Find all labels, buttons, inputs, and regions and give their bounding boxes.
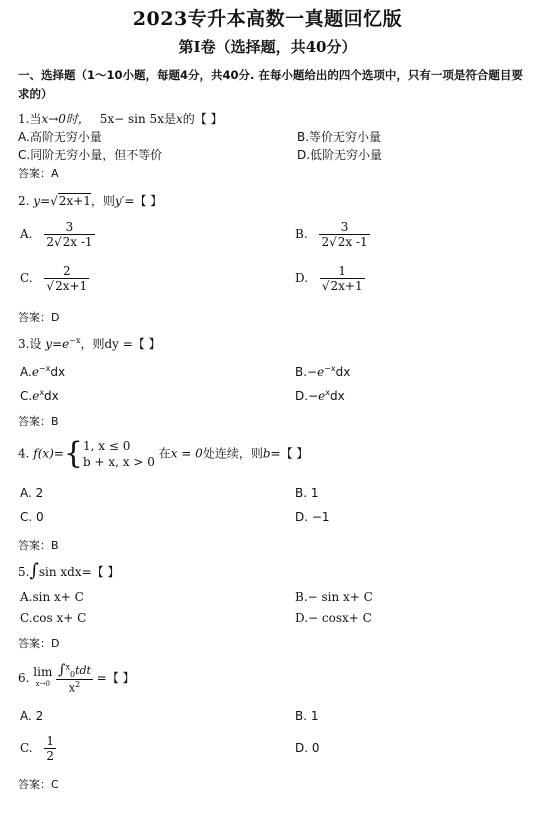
q3-then: ，则dy =【 】 bbox=[80, 337, 161, 351]
q6-denominator bbox=[56, 679, 93, 695]
q3-b-label: B. bbox=[295, 365, 308, 379]
q2-d-radicand: 2x+1 bbox=[330, 279, 363, 293]
q2-equals: = bbox=[40, 194, 51, 208]
q4-at: 在 bbox=[158, 446, 171, 461]
q2-c-label: C. bbox=[20, 271, 33, 285]
q1-option-b: B.等价无穷小量 bbox=[297, 130, 382, 144]
q3-exponent: −x bbox=[69, 336, 81, 345]
q4-b: b bbox=[262, 446, 271, 461]
q4-option-c: C. 0 bbox=[20, 510, 44, 524]
question-6-stem bbox=[18, 662, 135, 695]
q1-prefix: 1.当 bbox=[18, 112, 42, 126]
q2-c-denominator: √2x+1 bbox=[46, 279, 88, 293]
q3-c-exp: x bbox=[39, 388, 45, 397]
q6-c-numerator: 1 bbox=[46, 734, 55, 748]
q6-number: 6. bbox=[18, 670, 30, 685]
document-title: 2023专升本高数一真题回忆版 bbox=[132, 8, 403, 30]
q2-b-radicand: 2x -1 bbox=[337, 235, 368, 249]
q1-expression: 5x− sin 5x是 bbox=[99, 112, 176, 126]
q3-a-dx: dx bbox=[50, 365, 66, 379]
q3-d-exp: x bbox=[325, 388, 330, 397]
q2-a-radicand: 2x -1 bbox=[62, 235, 93, 249]
q2-number: 2. bbox=[18, 194, 30, 208]
q3-c-dx: dx bbox=[44, 389, 59, 403]
q1-option-d: D.低阶无穷小量 bbox=[297, 148, 383, 162]
q6-limit bbox=[33, 666, 52, 690]
q6-option-c bbox=[20, 734, 56, 763]
q2-b-denominator: 2√2x -1 bbox=[321, 235, 368, 249]
q2-answer: 答案：D bbox=[18, 311, 60, 324]
q3-b-dx: dx bbox=[335, 365, 351, 379]
q2-d-numerator: 1 bbox=[338, 264, 347, 278]
q4-option-d: D. −1 bbox=[295, 510, 330, 524]
q3-equals: = bbox=[52, 337, 63, 351]
q4-case-1: 1, x ≤ 0 bbox=[83, 439, 131, 453]
q2-b-fraction bbox=[319, 220, 369, 249]
q3-d-dx: dx bbox=[329, 389, 345, 403]
q3-c-label: C. bbox=[20, 389, 33, 403]
q1-answer: 答案：A bbox=[18, 167, 59, 180]
q3-option-b bbox=[295, 364, 350, 379]
q1-condition: x→0时， bbox=[41, 112, 90, 126]
q2-d-fraction bbox=[320, 264, 365, 293]
q5-option-d: D.− cosx+ C bbox=[295, 611, 372, 625]
q2-lhs: y bbox=[33, 194, 41, 208]
q6-fraction bbox=[56, 662, 93, 695]
q2-b-coef: 2 bbox=[321, 235, 330, 249]
q4-continuous: 处连续，则 bbox=[202, 446, 263, 461]
q4-brace: { bbox=[63, 436, 84, 471]
q3-d-label: D. bbox=[295, 389, 309, 403]
q3-a-exp: −x bbox=[38, 364, 51, 373]
section-instructions: 一、选择题（1～10小题，每题4分，共40分. 在每小题给出的四个选项中，只有一项是符合题目要求的） bbox=[18, 68, 523, 101]
q1-suffix: 的【 】 bbox=[182, 112, 223, 126]
q2-c-numerator: 2 bbox=[62, 264, 71, 278]
q2-a-numerator: 3 bbox=[65, 220, 74, 234]
q3-d-minus: − bbox=[308, 389, 319, 403]
q3-a-e: e bbox=[31, 365, 39, 379]
q3-prefix: 3.设 bbox=[18, 337, 42, 351]
q2-b-label: B. bbox=[295, 227, 308, 241]
q6-answer: 答案：C bbox=[18, 778, 59, 791]
q3-d-e: e bbox=[318, 389, 326, 403]
q3-b-e: e bbox=[317, 365, 325, 379]
q6-den-exp: 2 bbox=[75, 680, 81, 690]
q2-then: ，则 bbox=[90, 194, 115, 208]
q6-upper-limit: x bbox=[65, 662, 70, 672]
q6-den-x: x bbox=[68, 681, 76, 695]
q6-numerator bbox=[56, 662, 93, 679]
q5-integrand: sin xdx bbox=[38, 565, 82, 579]
q2-d-denominator: √2x+1 bbox=[321, 279, 363, 293]
q5-option-a: A.sin x+ C bbox=[20, 590, 84, 604]
q2-a-fraction bbox=[44, 220, 94, 249]
q5-integral: ∫ bbox=[29, 560, 39, 581]
q3-option-c bbox=[20, 388, 59, 403]
question-4-stem bbox=[18, 438, 308, 470]
q2-sqrt: √2x+1 bbox=[50, 194, 91, 208]
q4-option-b: B. 1 bbox=[295, 486, 319, 500]
q4-answer: 答案：B bbox=[18, 539, 59, 552]
q2-d-label: D. bbox=[295, 271, 309, 285]
q2-option-a bbox=[20, 220, 95, 249]
q4-condition: x = 0 bbox=[170, 446, 203, 461]
q5-option-b: B.− sin x+ C bbox=[295, 590, 373, 604]
q3-e: e bbox=[62, 337, 70, 351]
q6-integral: ∫ bbox=[58, 662, 66, 678]
q3-c-e: e bbox=[32, 389, 40, 403]
q2-a-label: A. bbox=[20, 227, 33, 241]
q4-equals: = bbox=[53, 446, 64, 461]
q3-b-exp: −x bbox=[324, 364, 336, 373]
q6-option-b: B. 1 bbox=[295, 709, 319, 723]
q6-tail: =【 】 bbox=[96, 670, 135, 685]
q2-a-coef: 2 bbox=[46, 235, 54, 249]
q3-answer: 答案：B bbox=[18, 415, 59, 428]
question-1-stem bbox=[18, 110, 223, 127]
question-5-stem bbox=[18, 560, 119, 581]
q2-c-radicand: 2x+1 bbox=[55, 279, 88, 293]
q5-number: 5. bbox=[18, 565, 30, 579]
q3-y: y bbox=[45, 337, 53, 351]
q2-option-d bbox=[295, 264, 365, 293]
q4-number: 4. bbox=[18, 446, 30, 461]
q1-option-c: C.同阶无穷小量，但不等价 bbox=[18, 148, 163, 162]
q6-option-d: D. 0 bbox=[295, 741, 320, 755]
question-3-stem bbox=[18, 335, 161, 352]
q6-c-label: C. bbox=[20, 741, 33, 755]
q3-option-a bbox=[20, 364, 65, 379]
q2-c-fraction bbox=[44, 264, 89, 293]
q6-c-fraction bbox=[44, 734, 56, 763]
q1-variable: x bbox=[175, 112, 183, 126]
q4-case-2: b + x, x > 0 bbox=[83, 455, 155, 469]
q6-lim: lim bbox=[33, 665, 53, 680]
q3-a-label: A. bbox=[20, 365, 32, 379]
q2-a-denominator: 2√2x -1 bbox=[46, 235, 93, 249]
q4-tail: =【 】 bbox=[270, 446, 309, 461]
q5-answer: 答案：D bbox=[18, 637, 60, 650]
q5-tail: =【 】 bbox=[81, 565, 120, 579]
q6-lim-sub: x→0 bbox=[35, 680, 50, 689]
q2-derivative: y′ bbox=[114, 194, 125, 208]
q4-cases bbox=[83, 438, 155, 470]
q6-option-a: A. 2 bbox=[20, 709, 44, 723]
q3-b-minus: − bbox=[307, 365, 318, 379]
q6-lower-limit: 0 bbox=[69, 670, 76, 680]
q4-function: f(x) bbox=[33, 446, 54, 461]
q2-b-numerator: 3 bbox=[340, 220, 349, 234]
q6-c-denominator: 2 bbox=[46, 749, 55, 763]
q6-integrand: tdt bbox=[75, 664, 91, 677]
q2-option-b bbox=[295, 220, 370, 249]
q5-option-c: C.cos x+ C bbox=[20, 611, 87, 625]
q4-option-a: A. 2 bbox=[20, 486, 44, 500]
section-title: 第I卷（选择题，共40分） bbox=[178, 38, 357, 56]
q2-option-c bbox=[20, 264, 89, 293]
q2-radicand: 2x+1 bbox=[58, 194, 91, 208]
q2-tail: =【 】 bbox=[124, 194, 163, 208]
q1-option-a: A.高阶无穷小量 bbox=[18, 130, 102, 144]
question-2-stem bbox=[18, 192, 162, 209]
q3-option-d bbox=[295, 388, 345, 403]
